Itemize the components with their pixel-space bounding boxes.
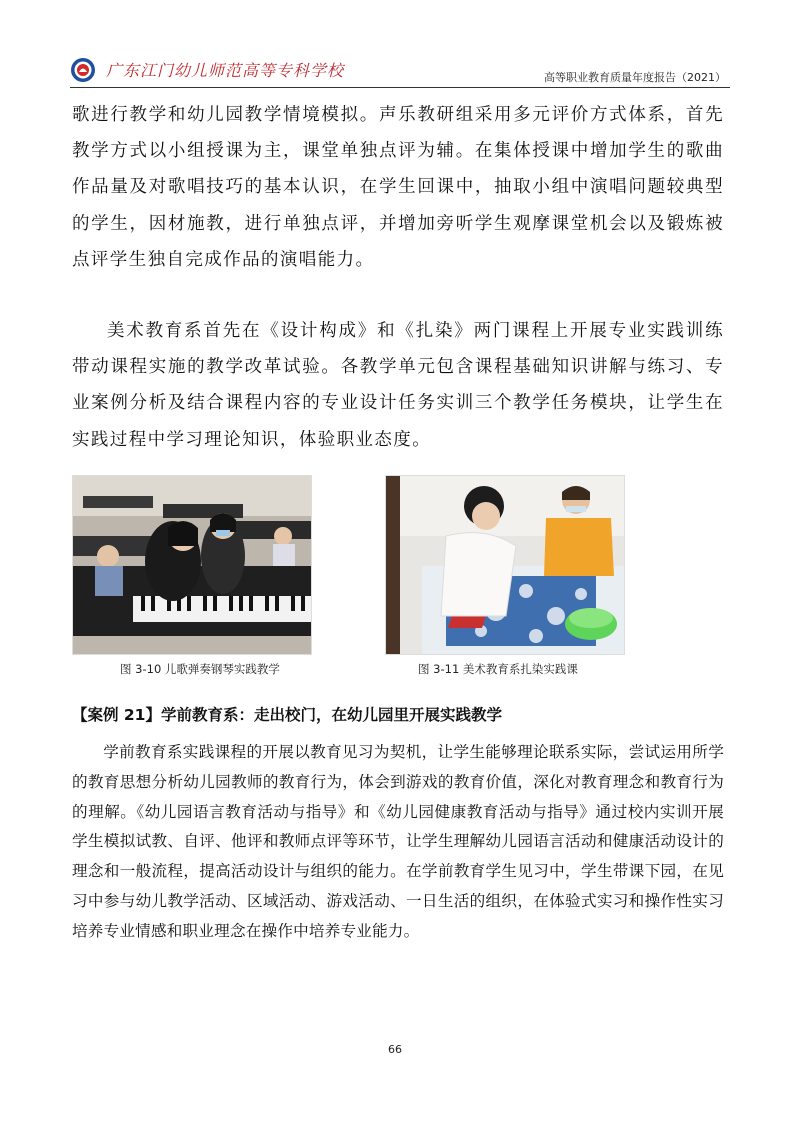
body-paragraph-1: 歌进行教学和幼儿园教学情境模拟。声乐教研组采用多元评价方式体系，首先教学方式以小组授课为主，课堂单独点评为辅。在集体授课中增加学生的歌曲作品量及对歌唱技巧的基本认识，在学生回课中，抽取小组中演唱问题较典型的学生，因材施教，进行单独点评，并增加旁听学生观摩课堂机会以及锻炼被点评学生独自完成作品的演唱能力。 xyxy=(72,105,724,270)
page-header xyxy=(70,54,730,86)
piano-practice-photo xyxy=(72,475,312,655)
report-title: 高等职业教育质量年度报告（2021） xyxy=(544,71,726,84)
page-number: 66 xyxy=(388,1043,402,1056)
case-heading: 【案例 21】学前教育系：走出校门，在幼儿园里开展实践教学 xyxy=(72,706,502,724)
school-emblem-icon xyxy=(70,57,96,83)
body-paragraph-2: 美术教育系首先在《设计构成》和《扎染》两门课程上开展专业实践训练带动课程实施的教学改革试验。各教学单元包含课程基础知识讲解与练习、专业案例分析及结合课程内容的专业设计任务实训三个教学任务模块，让学生在实践过程中学习理论知识，体验职业态度。 xyxy=(72,321,724,450)
body-paragraph-3: 学前教育系实践课程的开展以教育见习为契机，让学生能够理论联系实际，尝试运用所学的教育思想分析幼儿园教师的教育行为，体会到游戏的教育价值，深化对教育理念和教育行为的理解。《幼儿园语言教育活动与指导》和《幼儿园健康教育活动与指导》通过校内实训开展学生模拟试教、自评、他评和教师点评等环节，让学生理解幼儿园语言活动和健康活动设计的理念和一般流程，提高活动设计与组织的能力。在学前教育学生见习中，学生带课下园，在见习中参与幼儿教学活动、区域活动、游戏活动、一日生活的组织，在体验式实习和操作性实习培养专业情感和职业理念在操作中培养专业能力。 xyxy=(72,743,724,940)
figure-caption: 图 3-11 美术教育系扎染实践课 xyxy=(418,662,578,676)
tie-dye-practice-photo xyxy=(385,475,625,655)
school-name: 广东江门幼儿师范高等专科学校 xyxy=(106,61,345,80)
header-divider xyxy=(70,87,730,88)
figure-caption: 图 3-10 儿歌弹奏钢琴实践教学 xyxy=(120,662,280,676)
